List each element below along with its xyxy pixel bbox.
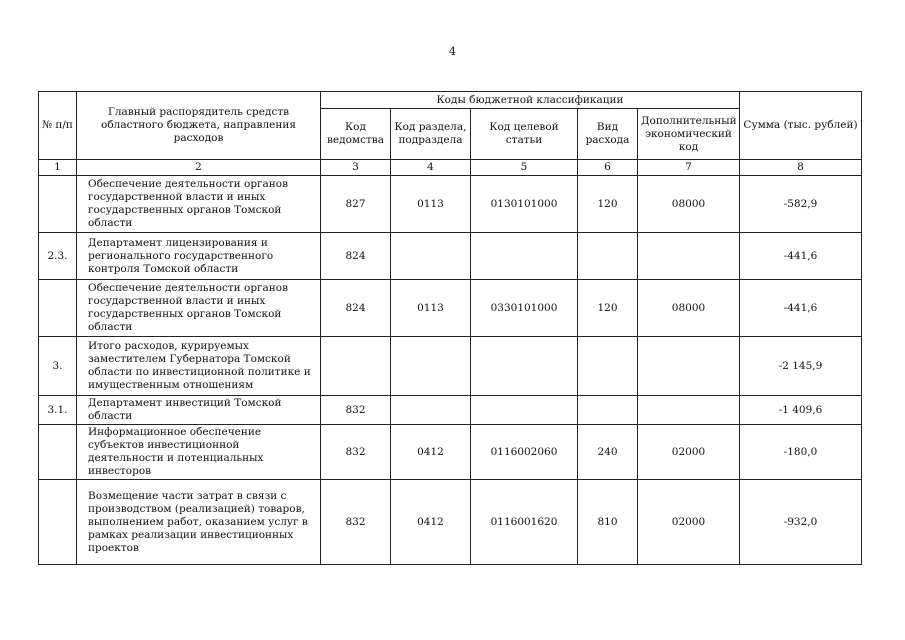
table-row [39,337,862,396]
header-razdel: Код раздела, подраздела [391,109,471,160]
row-dop: 02000 [638,425,740,480]
col-number: 2 [77,160,321,176]
header-row [39,92,862,109]
header-sum: Сумма (тыс. рублей) [740,92,862,160]
row-ved: 824 [321,233,391,280]
row-vid: 810 [578,480,638,565]
row-dop: 02000 [638,480,740,565]
column-numbers-row [39,160,862,176]
col-number: 7 [638,160,740,176]
row-name: Итого расходов, курируемых заместителем Губернатора Томской области по инвестиционной политике и имущественным отношениям [77,337,321,396]
row-vid: 120 [578,176,638,233]
row-num: 3.1. [39,396,77,425]
header-main: Главный распорядитель средств областного бюджета, направления расходов [77,92,321,160]
table-row [39,176,862,233]
col-number: 1 [39,160,77,176]
row-name: Обеспечение деятельности органов государственной власти и иных государственных органов Томской области [77,280,321,337]
row-num: 2.3. [39,233,77,280]
header-vid: Вид расхода [578,109,638,160]
row-dop: 08000 [638,280,740,337]
row-ved: 832 [321,480,391,565]
row-num [39,176,77,233]
table-row [39,233,862,280]
row-ved: 832 [321,396,391,425]
row-ved: 824 [321,280,391,337]
row-target: 0130101000 [471,176,578,233]
row-dop [638,396,740,425]
row-name: Возмещение части затрат в связи с производством (реализацией) товаров, выполнением работ, оказанием услуг в рамках реализации инвестиционных проектов [77,480,321,565]
row-num [39,425,77,480]
row-sum: -441,6 [740,233,862,280]
row-sum: -1 409,6 [740,396,862,425]
row-sum: -582,9 [740,176,862,233]
row-razdel: 0412 [391,480,471,565]
row-sum: -932,0 [740,480,862,565]
row-razdel: 0113 [391,280,471,337]
row-target: 0116002060 [471,425,578,480]
row-vid [578,396,638,425]
row-razdel [391,396,471,425]
header-target: Код целевой статьи [471,109,578,160]
header-codes-group: Коды бюджетной классификации [321,92,740,109]
row-ved: 832 [321,425,391,480]
page-number: 4 [449,45,456,58]
row-ved [321,337,391,396]
row-target [471,337,578,396]
row-num: 3. [39,337,77,396]
row-target: 0116001620 [471,480,578,565]
row-num [39,280,77,337]
row-target [471,396,578,425]
row-sum: -441,6 [740,280,862,337]
row-vid: 120 [578,280,638,337]
row-vid [578,337,638,396]
table-row [39,280,862,337]
row-razdel: 0412 [391,425,471,480]
row-ved: 827 [321,176,391,233]
col-number: 8 [740,160,862,176]
row-target [471,233,578,280]
row-vid [578,233,638,280]
row-target: 0330101000 [471,280,578,337]
table-row [39,480,862,565]
table-row [39,425,862,480]
col-number: 5 [471,160,578,176]
col-number: 4 [391,160,471,176]
row-name: Департамент лицензирования и регионального государственного контроля Томской области [77,233,321,280]
header-num: № п/п [39,92,77,160]
budget-table [38,91,862,565]
col-number: 6 [578,160,638,176]
col-number: 3 [321,160,391,176]
header-ved: Код ведомства [321,109,391,160]
row-name: Обеспечение деятельности органов государственной власти и иных государственных органов Томской области [77,176,321,233]
row-num [39,480,77,565]
row-razdel [391,233,471,280]
row-sum: -180,0 [740,425,862,480]
row-name: Информационное обеспечение субъектов инвестиционной деятельности и потенциальных инвесторов [77,425,321,480]
row-dop [638,337,740,396]
header-dop: Дополнительный экономический код [638,109,740,160]
table-row [39,396,862,425]
row-razdel: 0113 [391,176,471,233]
row-razdel [391,337,471,396]
row-sum: -2 145,9 [740,337,862,396]
row-name: Департамент инвестиций Томской области [77,396,321,425]
row-dop [638,233,740,280]
row-vid: 240 [578,425,638,480]
row-dop: 08000 [638,176,740,233]
